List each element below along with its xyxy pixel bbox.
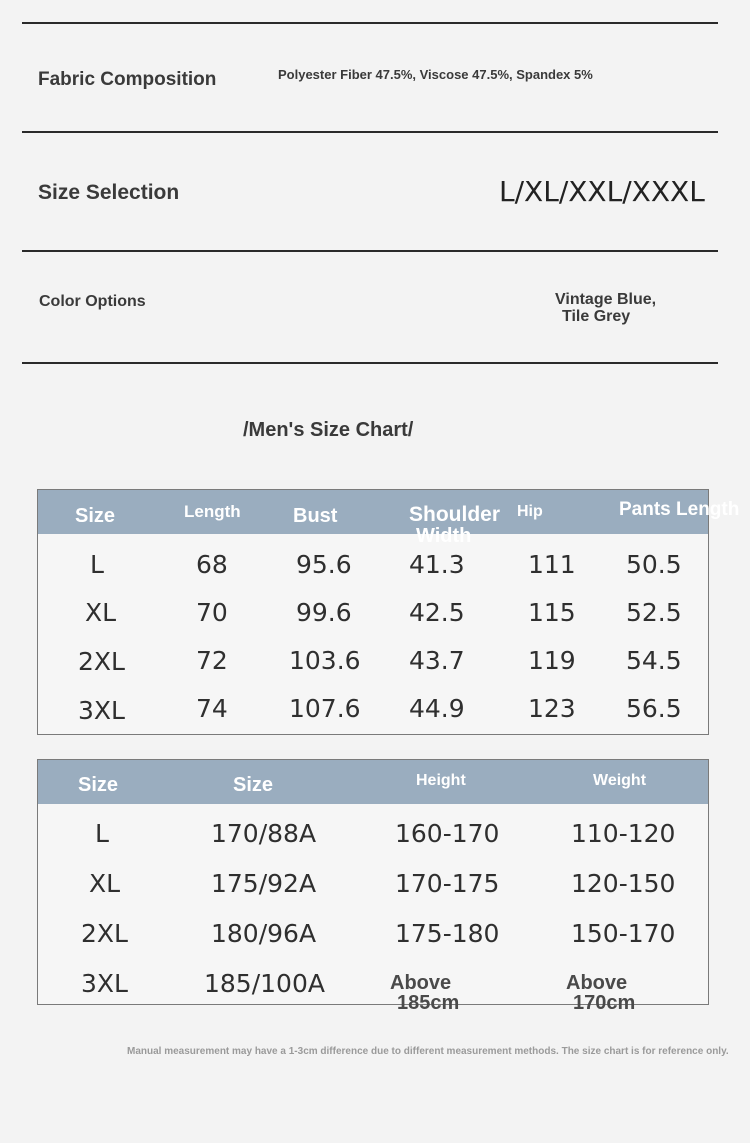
fabric-composition-value: Polyester Fiber 47.5%, Viscose 47.5%, Spandex 5%	[278, 67, 593, 82]
table-cell: 110-120	[571, 819, 676, 848]
size-chart-title: /Men's Size Chart/	[243, 419, 414, 441]
fabric-composition-label: Fabric Composition	[38, 69, 217, 90]
table-cell: 44.9	[409, 694, 465, 723]
table-cell: 72	[196, 646, 228, 675]
size-reference-table	[37, 759, 709, 1014]
table-cell: L	[95, 819, 109, 848]
table-header	[38, 490, 740, 547]
header-bust: Bust	[293, 505, 338, 527]
table-cell: 68	[196, 550, 228, 579]
table-cell: 107.6	[289, 694, 361, 723]
header-length: Length	[184, 502, 241, 521]
table-cell: 99.6	[296, 598, 352, 627]
table-cell: 2XL	[78, 647, 125, 676]
divider	[22, 250, 718, 252]
table-cell: 175-180	[395, 919, 500, 948]
divider	[22, 22, 718, 24]
table-cell: 3XL	[81, 969, 128, 998]
table-cell: 120-150	[571, 869, 676, 898]
table-cell: XL	[85, 598, 117, 627]
table-cell: 3XL	[78, 696, 125, 725]
measurement-table	[37, 489, 740, 735]
table-cell: 185cm	[397, 992, 460, 1014]
table-cell: 150-170	[571, 919, 676, 948]
table-cell: 119	[528, 646, 576, 675]
table-cell: 95.6	[296, 550, 352, 579]
table-cell: L	[90, 550, 104, 579]
table-cell: 160-170	[395, 819, 500, 848]
table-cell: 185/100A	[204, 969, 325, 998]
table-cell: XL	[89, 869, 121, 898]
header-shoulder: Shoulder	[409, 503, 501, 526]
header-pants-length: Pants Length	[619, 499, 740, 520]
header-height: Height	[416, 772, 466, 789]
color-options-value-line1: Vintage Blue,	[555, 291, 657, 308]
table-cell: 74	[196, 694, 228, 723]
table-header	[38, 760, 708, 804]
table-cell: 50.5	[626, 550, 682, 579]
table-cell: 115	[528, 598, 576, 627]
table-cell: 52.5	[626, 598, 682, 627]
color-options-value-line2: Tile Grey	[562, 308, 631, 325]
table-cell: 170-175	[395, 869, 500, 898]
table-cell: 170cm	[573, 992, 636, 1014]
header-size: Size	[78, 774, 119, 796]
table-cell: 103.6	[289, 646, 361, 675]
table-cell: Above	[566, 972, 628, 994]
table-cell: Above	[390, 972, 452, 994]
table-cell: 54.5	[626, 646, 682, 675]
divider	[22, 362, 718, 364]
size-selection-value: L/XL/XXL/XXXL	[499, 175, 705, 208]
header-size: Size	[75, 505, 116, 527]
table-cell: 41.3	[409, 550, 465, 579]
header-hip: Hip	[517, 503, 543, 520]
table-cell: 56.5	[626, 694, 682, 723]
header-weight: Weight	[593, 772, 647, 789]
table-cell: 70	[196, 598, 228, 627]
table-cell: 175/92A	[211, 869, 317, 898]
table-cell: 123	[528, 694, 576, 723]
table-cell: 2XL	[81, 919, 128, 948]
color-options-label: Color Options	[39, 293, 146, 310]
table-cell: 111	[528, 550, 576, 579]
table-cell: 180/96A	[211, 919, 317, 948]
table-cell: 170/88A	[211, 819, 317, 848]
divider	[22, 131, 718, 133]
header-size-code: Size	[233, 774, 274, 796]
table-cell: 43.7	[409, 646, 465, 675]
table-cell: 42.5	[409, 598, 465, 627]
size-selection-label: Size Selection	[38, 181, 180, 204]
footnote: Manual measurement may have a 1-3cm difference due to different measurement methods. The size chart is for reference only.	[127, 1046, 729, 1057]
header-width: Width	[416, 525, 472, 547]
